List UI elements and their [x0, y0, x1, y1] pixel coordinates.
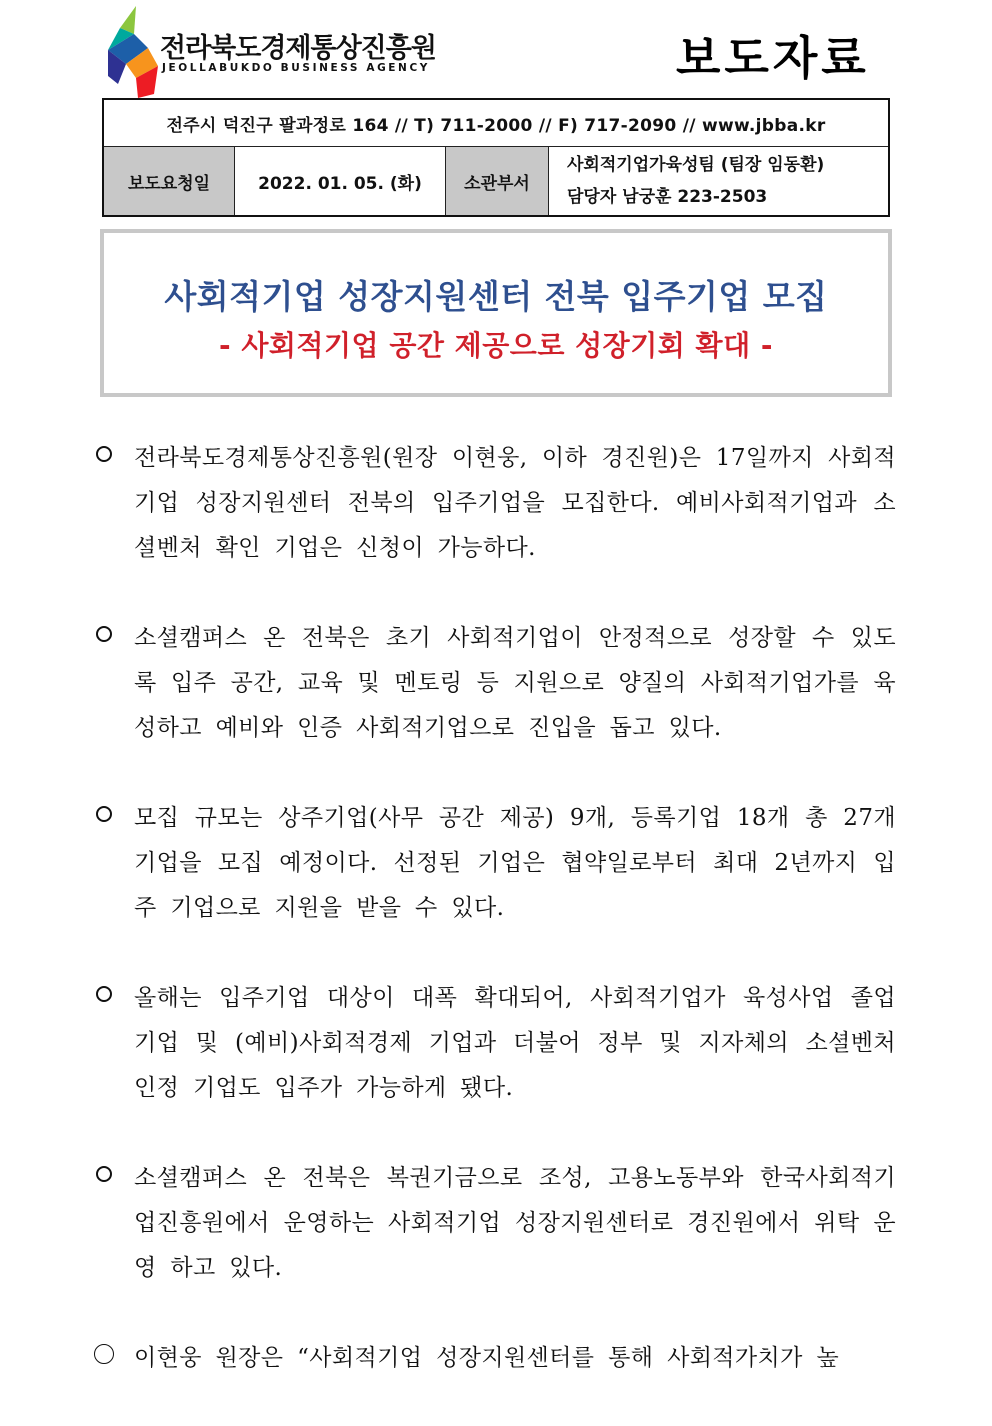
- release-date-value: 2022. 01. 05. (화): [235, 147, 446, 217]
- department-label: 소관부서: [446, 147, 549, 217]
- paragraph: [96, 1336, 896, 1381]
- paragraph-text: 모집 규모는 상주기업(사무 공간 제공) 9개, 등록기업 18개 총 27개 기업을 모집 예정이다. 선정된 기업은 협약일로부터 최대 2년까지 입주 기업으로 지원을 받을 수 있다.: [134, 805, 896, 921]
- circle-bullet-icon: [96, 446, 112, 462]
- paragraph-text: 이현웅 원장은 “사회적기업 성장지원센터를 통해 사회적가치가 높: [134, 1345, 840, 1371]
- paragraph-text: 소셜캠퍼스 온 전북은 복권기금으로 조성, 고용노동부와 한국사회적기업진흥원에서 운영하는 사회적기업 성장지원센터로 경진원에서 위탁 운영 하고 있다.: [134, 1165, 896, 1281]
- paragraph: [96, 616, 896, 751]
- paragraph: [96, 796, 896, 931]
- org-name: 전라북도경제통상진흥원: [160, 33, 436, 64]
- doc-type-label: 보도자료: [676, 31, 870, 85]
- paragraph: [96, 1156, 896, 1291]
- department-info: [549, 147, 890, 217]
- article-body: [96, 436, 896, 1426]
- department-contact: 담당자 남궁훈 223-2503: [567, 187, 768, 207]
- circle-bullet-icon: [96, 626, 112, 642]
- agency-logo: [108, 6, 436, 98]
- circle-bullet-icon: [96, 1166, 112, 1182]
- department-team: 사회적기업가육성팀 (팀장 임동환): [567, 155, 825, 175]
- circle-bullet-icon: [96, 986, 112, 1002]
- paragraph-text: 소셜캠퍼스 온 전북은 초기 사회적기업이 안정적으로 성장할 수 있도록 입주 공간, 교육 및 멘토링 등 지원으로 양질의 사회적기업가를 육성하고 예비와 인증 사회적기업으로 진입을 돕고 있다.: [134, 625, 896, 741]
- press-info-table: [102, 98, 890, 217]
- agency-logo-icon: [108, 6, 158, 98]
- circle-bullet-icon: [96, 806, 112, 822]
- headline-title: 사회적기업 성장지원센터 전북 입주기업 모집: [164, 277, 828, 316]
- paragraph: [96, 436, 896, 571]
- contact-address: 전주시 덕진구 팔과정로 164 // T) 711-2000 // F) 717-2090 // www.jbba.kr: [103, 99, 889, 147]
- org-name-en: JEOLLABUKDO BUSINESS AGENCY: [162, 62, 430, 74]
- release-date-label: 보도요청일: [103, 147, 235, 217]
- headline-box: [100, 229, 892, 397]
- paragraph-text: 올해는 입주기업 대상이 대폭 확대되어, 사회적기업가 육성사업 졸업 기업 및 (예비)사회적경제 기업과 더불어 정부 및 지자체의 소셜벤처 인정 기업도 입주가 가능하게 됐다.: [134, 985, 896, 1101]
- paragraph: [96, 976, 896, 1111]
- circle-bullet-icon: [94, 1344, 114, 1364]
- headline-subtitle: - 사회적기업 공간 제공으로 성장기회 확대 -: [218, 329, 774, 362]
- paragraph-text: 전라북도경제통상진흥원(원장 이현웅, 이하 경진원)은 17일까지 사회적기업 성장지원센터 전북의 입주기업을 모집한다. 예비사회적기업과 소셜벤처 확인 기업은 신청이 가능하다.: [134, 445, 896, 561]
